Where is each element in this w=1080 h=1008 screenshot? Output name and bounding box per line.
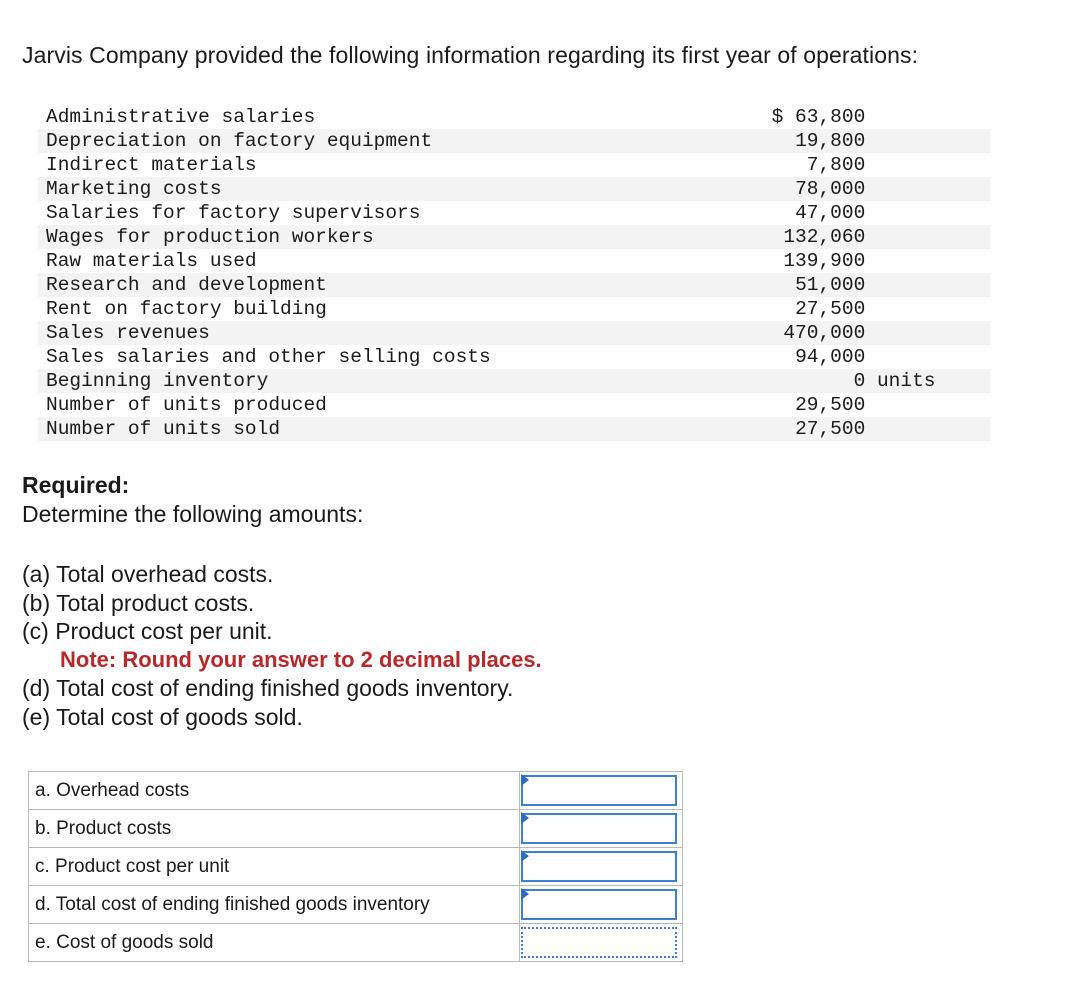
answer-label: c. Product cost per unit bbox=[29, 848, 520, 886]
answer-label: d. Total cost of ending finished goods inventory bbox=[29, 886, 520, 924]
answer-row bbox=[29, 772, 683, 810]
row-label: Wages for production workers bbox=[46, 226, 374, 248]
row-unit bbox=[865, 153, 990, 177]
row-unit bbox=[865, 225, 990, 249]
table-row bbox=[38, 153, 990, 177]
row-label: Sales salaries and other selling costs bbox=[46, 346, 491, 368]
table-row bbox=[38, 225, 990, 249]
row-value: 47,000 bbox=[795, 202, 866, 224]
row-label: Salaries for factory supervisors bbox=[46, 202, 421, 224]
row-value: 139,900 bbox=[783, 250, 866, 272]
row-value: 7,800 bbox=[806, 154, 866, 176]
answer-row bbox=[29, 810, 683, 848]
answer-cell bbox=[520, 886, 683, 924]
input-flag-icon bbox=[521, 888, 529, 900]
answer-input-cost-of-goods-sold[interactable] bbox=[521, 927, 677, 958]
input-flag-icon bbox=[521, 812, 529, 824]
answer-input-product-cost-per-unit[interactable] bbox=[521, 851, 677, 882]
row-label: Number of units sold bbox=[46, 418, 281, 440]
row-value: 78,000 bbox=[795, 178, 866, 200]
row-unit bbox=[865, 393, 990, 417]
table-row bbox=[38, 249, 990, 273]
answer-row bbox=[29, 886, 683, 924]
table-row bbox=[38, 105, 990, 129]
table-row bbox=[38, 177, 990, 201]
rounding-note: Note: Round your answer to 2 decimal places. bbox=[60, 646, 542, 672]
row-unit bbox=[865, 105, 990, 129]
row-value: 27,500 bbox=[795, 298, 866, 320]
answer-row bbox=[29, 924, 683, 962]
row-label: Rent on factory building bbox=[46, 298, 327, 320]
answer-input-ending-inventory[interactable] bbox=[521, 889, 677, 920]
answer-input-overhead-costs[interactable] bbox=[521, 775, 677, 806]
row-label: Marketing costs bbox=[46, 178, 222, 200]
row-value: 132,060 bbox=[783, 226, 866, 248]
answer-table bbox=[28, 771, 683, 962]
answer-row bbox=[29, 848, 683, 886]
input-flag-icon bbox=[521, 850, 529, 862]
row-unit bbox=[865, 177, 990, 201]
row-label: Number of units produced bbox=[46, 394, 327, 416]
table-row bbox=[38, 129, 990, 153]
table-row bbox=[38, 345, 990, 369]
question-b: (b) Total product costs. bbox=[22, 589, 255, 616]
row-value: 51,000 bbox=[795, 274, 866, 296]
answer-label: a. Overhead costs bbox=[29, 772, 520, 810]
cost-data-table bbox=[38, 105, 990, 441]
row-unit bbox=[865, 345, 990, 369]
table-row bbox=[38, 201, 990, 225]
table-row bbox=[38, 321, 990, 345]
row-value: 27,500 bbox=[795, 418, 866, 440]
row-unit: units bbox=[865, 370, 936, 392]
row-unit bbox=[865, 201, 990, 225]
question-e: (e) Total cost of goods sold. bbox=[22, 703, 303, 730]
row-unit bbox=[865, 129, 990, 153]
question-a: (a) Total overhead costs. bbox=[22, 561, 274, 587]
required-heading: Required: bbox=[22, 472, 130, 498]
answer-cell bbox=[520, 772, 683, 810]
row-label: Administrative salaries bbox=[46, 106, 316, 128]
required-text: Determine the following amounts: bbox=[22, 501, 364, 527]
row-value: 19,800 bbox=[795, 130, 866, 152]
row-unit bbox=[865, 249, 990, 273]
row-value: $ 63,800 bbox=[771, 106, 866, 128]
row-label: Sales revenues bbox=[46, 322, 210, 344]
question-list bbox=[22, 560, 542, 731]
table-row bbox=[38, 369, 990, 393]
answer-cell bbox=[520, 924, 683, 962]
row-label: Research and development bbox=[46, 274, 327, 296]
row-label: Beginning inventory bbox=[46, 370, 269, 392]
question-d: (d) Total cost of ending finished goods inventory. bbox=[22, 675, 514, 701]
answer-label: e. Cost of goods sold bbox=[29, 924, 520, 962]
table-row bbox=[38, 393, 990, 417]
row-value: 470,000 bbox=[783, 322, 866, 344]
row-value: 0 bbox=[853, 370, 866, 392]
row-label: Indirect materials bbox=[46, 154, 257, 176]
answer-cell bbox=[520, 848, 683, 886]
table-row bbox=[38, 417, 990, 441]
row-unit bbox=[865, 417, 990, 441]
question-c: (c) Product cost per unit. bbox=[22, 618, 273, 644]
answer-label: b. Product costs bbox=[29, 810, 520, 848]
problem-intro: Jarvis Company provided the following information regarding its first year of operations: bbox=[22, 42, 919, 68]
table-row bbox=[38, 297, 990, 321]
input-flag-icon bbox=[521, 774, 529, 786]
answer-cell bbox=[520, 810, 683, 848]
row-value: 94,000 bbox=[795, 346, 866, 368]
row-value: 29,500 bbox=[795, 394, 866, 416]
answer-input-product-costs[interactable] bbox=[521, 813, 677, 844]
row-unit bbox=[865, 273, 990, 297]
row-label: Raw materials used bbox=[46, 250, 257, 272]
row-label: Depreciation on factory equipment bbox=[46, 130, 433, 152]
row-unit bbox=[865, 321, 990, 345]
table-row bbox=[38, 273, 990, 297]
row-unit bbox=[865, 297, 990, 321]
